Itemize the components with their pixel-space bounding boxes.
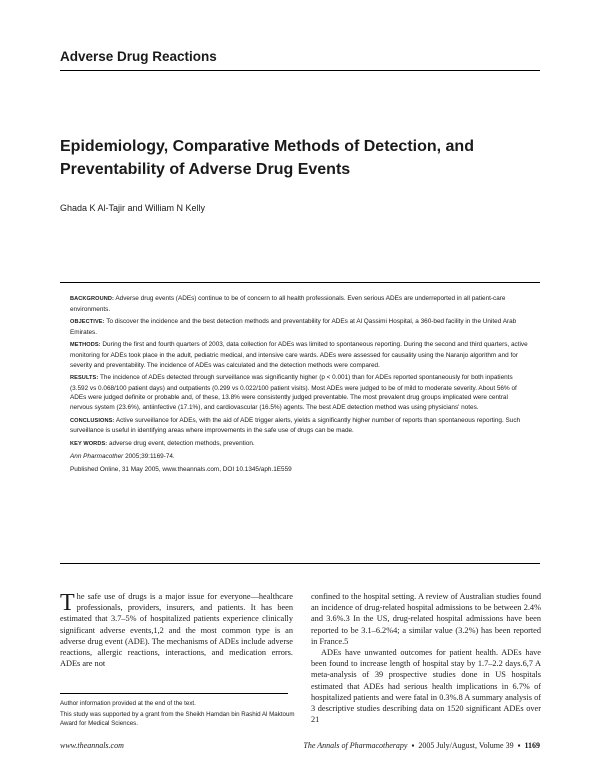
abstract-label: OBJECTIVE:: [70, 319, 105, 326]
body-column-right: [311, 591, 541, 725]
footnote-rule: [60, 693, 288, 694]
abstract-results: RESULTS: The incidence of ADEs detected through surveillance was significantly higher (p < 0.001) than for ADEs reported spontaneously for both inpatients (3.592 vs 0.068/100 patient days) and outpatients (0.299 vs 0.022/100 patient visits). Most ADEs were judged to be of mild to moderate severity. About 56% of ADEs were judged definite or probable and, of these, 13.8% were consistently judged preventable. The most prevalent drug groups implicated were central nervous system (23.6%), antiinfective (17.1%), and cardiovascular (16.5%) agents. The best ADE detection method was using physicians' notes.: [70, 374, 517, 411]
abstract-label: CONCLUSIONS:: [70, 417, 115, 424]
page-number: 1169: [524, 741, 540, 750]
footnotes: [60, 700, 298, 730]
footer-journal-info: The Annals of Pharmacotherapy ▪ 2005 July/August, Volume 39 ▪ 1169: [303, 741, 540, 750]
header-rule: [60, 70, 540, 71]
abstract-label: METHODS:: [70, 342, 101, 349]
section-heading: Adverse Drug Reactions: [60, 49, 217, 64]
drop-cap: T: [60, 590, 75, 616]
body-paragraph: ADEs have unwanted outcomes for patient health. ADEs have been found to increase length of hospital stay by 1.7–2.2 days.6,7 A meta-analysis of 39 prospective studies done in US hospitals estimated that ADEs had serious health implications in 6.7% of hospitalized patients and were fatal in 0.3%.8 A summary analysis of 3 descriptive studies describing data on 1520 significant ADEs over 21: [311, 648, 541, 725]
article-title: Epidemiology, Comparative Methods of Detection, and Preventability of Adverse Drug Events: [60, 138, 474, 178]
footer-issue: 2005 July/August, Volume 39: [418, 741, 514, 750]
footer-journal: The Annals of Pharmacotherapy: [303, 741, 408, 750]
abstract-keywords: KEY WORDS: adverse drug event, detection methods, prevention.: [70, 439, 255, 447]
footnote-author-info: Author information provided at the end of the text.: [60, 700, 196, 707]
body-paragraph: The safe use of drugs is a major issue for everyone—healthcare professionals, providers, insurers, and patients. It has been estimated that 3.7–5% of hospitalized patients experience clinically significant adverse events,1,2 and the most common type is an adverse drug event (ADE). The mechanisms of ADEs include adverse reactions, allergic reactions, interactions, and medication errors. ADEs are not: [60, 590, 293, 669]
footnote-support: This study was supported by a grant from the Sheikh Hamdan bin Rashid Al Maktoum Award for Medical Sciences.: [60, 710, 295, 727]
abstract-label: BACKGROUND:: [70, 296, 114, 302]
abstract-methods: METHODS: During the first and fourth quarters of 2003, data collection for ADEs was limited to spontaneous reporting. During the second and third quarters, active monitoring for ADEs took place in the adult, pediatric medical, and intensive care wards. ADEs were assessed for causality using the Naranjo algorithm and for severity and preventability. The incidence of ADEs was calculated and the detection methods were compared.: [70, 341, 528, 369]
article-authors: Ghada K Al-Tajir and William N Kelly: [60, 203, 206, 213]
abstract-conclusions: CONCLUSIONS: Active surveillance for ADEs, with the aid of ADE trigger alerts, yields a significantly higher number of reports than spontaneous reporting. Such surveillance is useful in identifying areas where improvements in the safe use of drugs can be made.: [70, 416, 521, 435]
abstract-objective: OBJECTIVE: To discover the incidence and the best detection methods and preventability for ADEs at Al Qassimi Hospital, a 360-bed facility in the United Arab Emirates.: [70, 318, 517, 336]
abstract-label: KEY WORDS:: [70, 440, 108, 447]
abstract-background: BACKGROUND: Adverse drug events (ADEs) continue to be of concern to all health professionals. Even serious ADEs are underreported in all patient-care environments.: [70, 295, 506, 313]
abstract-published: Published Online, 31 May 2005, www.theannals.com, DOI 10.1345/aph.1E559: [70, 465, 292, 473]
footer-website-link[interactable]: www.theannals.com: [60, 741, 124, 750]
abstract: [70, 294, 530, 478]
abstract-citation: Ann Pharmacother 2005;39:1169-74.: [70, 453, 175, 461]
abstract-bottom-rule: [60, 563, 540, 564]
body-column-left: [60, 591, 293, 669]
abstract-top-rule: [60, 282, 540, 283]
body-paragraph: confined to the hospital setting. A review of Australian studies found an incidence of drug-related hospital admissions to be between 2.4% and 3.6%.3 In the US, drug-related hospital admissions have been reported to be 3.1–6.2%4; a similar value (3.2%) has been reported in France.5: [311, 592, 541, 646]
abstract-label: RESULTS:: [70, 375, 99, 382]
